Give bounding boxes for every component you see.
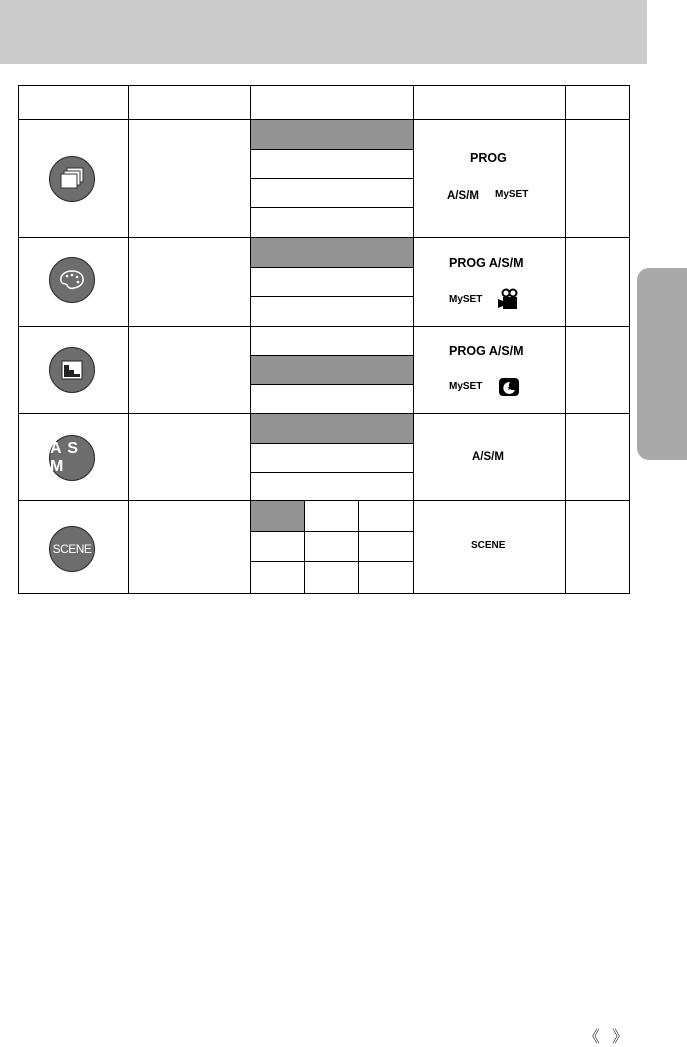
- mode-myset: MySET: [495, 189, 529, 200]
- section-side-tab: [637, 268, 687, 460]
- next-page-link[interactable]: 》: [612, 1029, 629, 1046]
- mode-myset: MySET: [449, 294, 483, 305]
- mode-asm: A/S/M: [472, 451, 504, 463]
- multi-frame-icon: [49, 156, 95, 202]
- sharpness-icon: [49, 347, 95, 393]
- mode-prog-asm: PROG A/S/M: [449, 344, 524, 358]
- mode-prog-asm: PROG A/S/M: [449, 256, 524, 270]
- movie-camera-icon: [497, 288, 519, 310]
- prev-page-link[interactable]: 《: [584, 1029, 601, 1046]
- mode-prog: PROG: [470, 151, 507, 165]
- header-band: [0, 0, 647, 64]
- asm-mode-icon: A S M: [49, 435, 95, 481]
- mode-myset: MySET: [449, 381, 483, 392]
- mode-scene: SCENE: [471, 540, 506, 551]
- mode-asm: A/S/M: [447, 190, 479, 202]
- palette-icon: [49, 257, 95, 303]
- scene-mode-icon: SCENE: [49, 526, 95, 572]
- night-scene-icon: [499, 378, 519, 396]
